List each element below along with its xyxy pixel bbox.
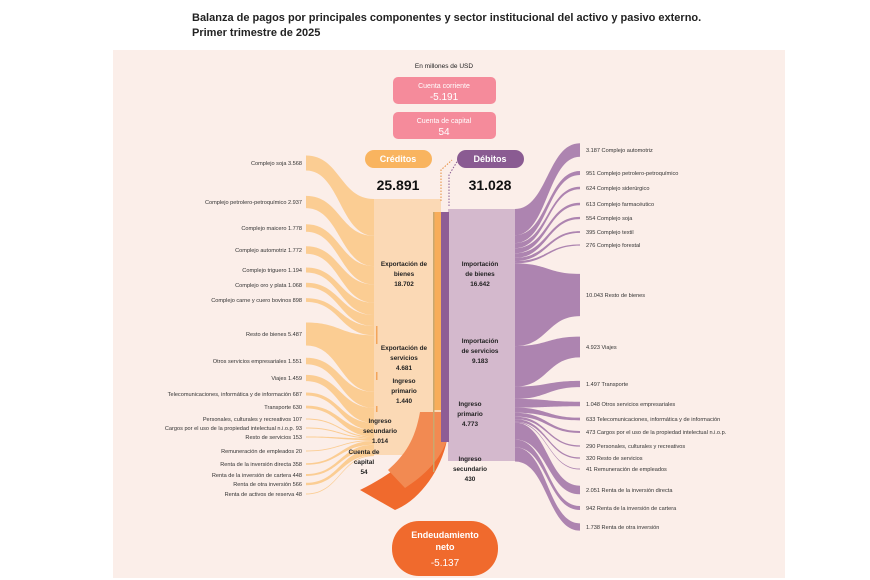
debit-item-label-10: 1.048 Otros servicios empresariales [586,402,676,408]
debit-flow-10 [515,399,580,408]
credit-flow-14 [306,437,374,441]
debit-item-label-7: 10.043 Resto de bienes [586,293,646,299]
cuenta-capital-value: 54 [438,127,450,138]
credit-item-label-6: Complejo carne y cuero bovinos 898 [211,298,302,304]
credit-item-label-12: Personales, culturales y recreativos 107 [202,417,302,423]
debit-item-label-2: 624 Complejo siderúrgico [586,186,650,192]
debit-group-l1-1: Importación [461,338,499,345]
debit-item-label-5: 395 Complejo textil [586,230,634,236]
credit-item-label-13: Cargos por el uso de la propiedad intelectual n.i.o.p. 93 [164,426,302,432]
credit-group-l2-1: servicios [390,355,418,362]
center-divider [433,212,435,472]
credit-group-l1-0: Exportación de [380,261,428,268]
credit-center-bar [434,212,441,410]
credit-item-label-3: Complejo automotriz 1.772 [235,248,302,254]
debit-group-l1-3: Ingreso [458,456,482,463]
credit-group-l2-4: capital [353,459,375,466]
endeudamiento-label-2: neto [435,542,455,552]
credit-item-label-9: Viajes 1.459 [271,376,302,382]
debit-group-value-0: 16.642 [470,281,490,288]
endeudamiento-value: -5.137 [430,558,460,569]
debit-item-label-13: 290 Personales, culturales y recreativos [586,444,686,450]
debit-group-l2-3: secundario [452,466,488,473]
debit-group-l1-2: Ingreso [458,401,482,408]
debit-center-bar [441,212,449,442]
credit-group-l1-4: Cuenta de [348,449,380,456]
credit-item-label-7: Resto de bienes 5.487 [246,332,302,338]
debit-group-l2-1: de servicios [461,348,499,355]
debit-item-label-1: 951 Complejo petrolero-petroquímico [586,171,679,177]
credit-item-label-8: Otros servicios empresariales 1.551 [212,359,302,365]
debit-item-label-8: 4.923 Viajes [586,345,617,351]
debit-item-label-16: 2.051 Renta de la inversión directa [586,488,673,494]
title-line-1: Balanza de pagos por principales componentes y sector institucional del activo y pasivo externo. [192,12,702,24]
credit-group-sep-2 [376,406,378,412]
credit-item-label-11: Transporte 630 [264,405,302,411]
debit-flow-7 [515,263,580,346]
credit-connector [441,160,452,201]
credit-item-label-14: Resto de servicios 153 [245,435,302,441]
debit-connector [449,160,458,206]
credit-item-label-15: Remuneración de empleados 20 [221,449,302,455]
cuenta-corriente-label: Cuenta corriente [418,83,470,90]
credit-group-value-3: 1.014 [372,438,388,445]
cuenta-corriente-value: -5.191 [429,92,459,103]
debit-group-value-3: 430 [464,476,476,483]
credit-item-label-5: Complejo oro y plata 1.068 [235,283,302,289]
debit-item-label-9: 1.497 Transporte [586,382,629,388]
credit-item-label-10: Telecomunicaciones, informática y de información 687 [167,392,302,398]
debit-group-value-2: 4.773 [462,421,478,428]
credit-group-value-1: 4.681 [396,365,412,372]
debit-group-l2-2: primario [457,411,483,418]
creditos-label: Créditos [379,154,417,164]
credit-item-label-2: Complejo maicero 1.778 [241,226,302,232]
cuenta-capital-label: Cuenta de capital [416,118,472,125]
endeudamiento-label-1: Endeudamiento [411,530,479,540]
credit-item-label-18: Renta de otra inversión 566 [233,482,302,488]
credit-group-value-0: 18.702 [394,281,414,288]
credit-item-label-16: Renta de la inversión directa 358 [220,462,302,468]
debit-group-band [448,209,515,461]
debit-item-label-12: 473 Cargos por el uso de la propiedad intelectual n.i.o.p. [586,430,727,436]
debit-item-label-15: 41 Remuneración de empleados [586,467,667,473]
credit-item-label-4: Complejo triguero 1.194 [242,268,302,274]
debitos-total: 31.028 [468,177,512,193]
debit-group-value-1: 9.183 [472,358,488,365]
credit-group-l2-3: secundario [362,428,398,435]
credit-group-l2-2: primario [391,388,417,395]
debit-group-l1-0: Importación [461,261,499,268]
debit-item-label-17: 942 Renta de la inversión de cartera [586,506,677,512]
credit-group-value-4: 54 [360,469,368,476]
debit-item-label-18: 1.738 Renta de otra inversión [586,525,660,531]
debit-item-label-4: 554 Complejo soja [586,216,633,222]
debit-item-label-14: 320 Resto de servicios [586,456,643,462]
creditos-total: 25.891 [376,177,420,193]
credit-item-label-19: Renta de activos de reserva 48 [224,492,302,498]
debit-group-l2-0: de bienes [465,271,495,278]
credit-group-value-2: 1.440 [396,398,412,405]
debit-item-label-3: 613 Complejo farmacéutico [586,202,655,208]
credit-group-l1-3: Ingreso [368,418,392,425]
debitos-label: Débitos [473,154,507,164]
debit-item-label-0: 3.187 Complejo automotriz [586,148,653,154]
credit-group-l1-2: Ingreso [392,378,416,385]
credit-group-l2-0: bienes [393,271,415,278]
debit-item-label-11: 633 Telecomunicaciones, informática y de información [586,417,721,423]
credit-item-label-1: Complejo petrolero-petroquímico 2.937 [204,200,302,206]
credit-group-sep-1 [376,372,378,380]
credit-group-sep-0 [376,326,378,344]
credit-group-l1-1: Exportación de [380,345,428,352]
unit-label: En millones de USD [414,63,474,70]
debit-item-label-6: 276 Complejo forestal [586,243,641,249]
title-line-2: Primer trimestre de 2025 [192,27,321,39]
credit-item-label-0: Complejo soja 3.568 [251,161,302,167]
credit-item-label-17: Renta de la inversión de cartera 448 [211,473,302,479]
